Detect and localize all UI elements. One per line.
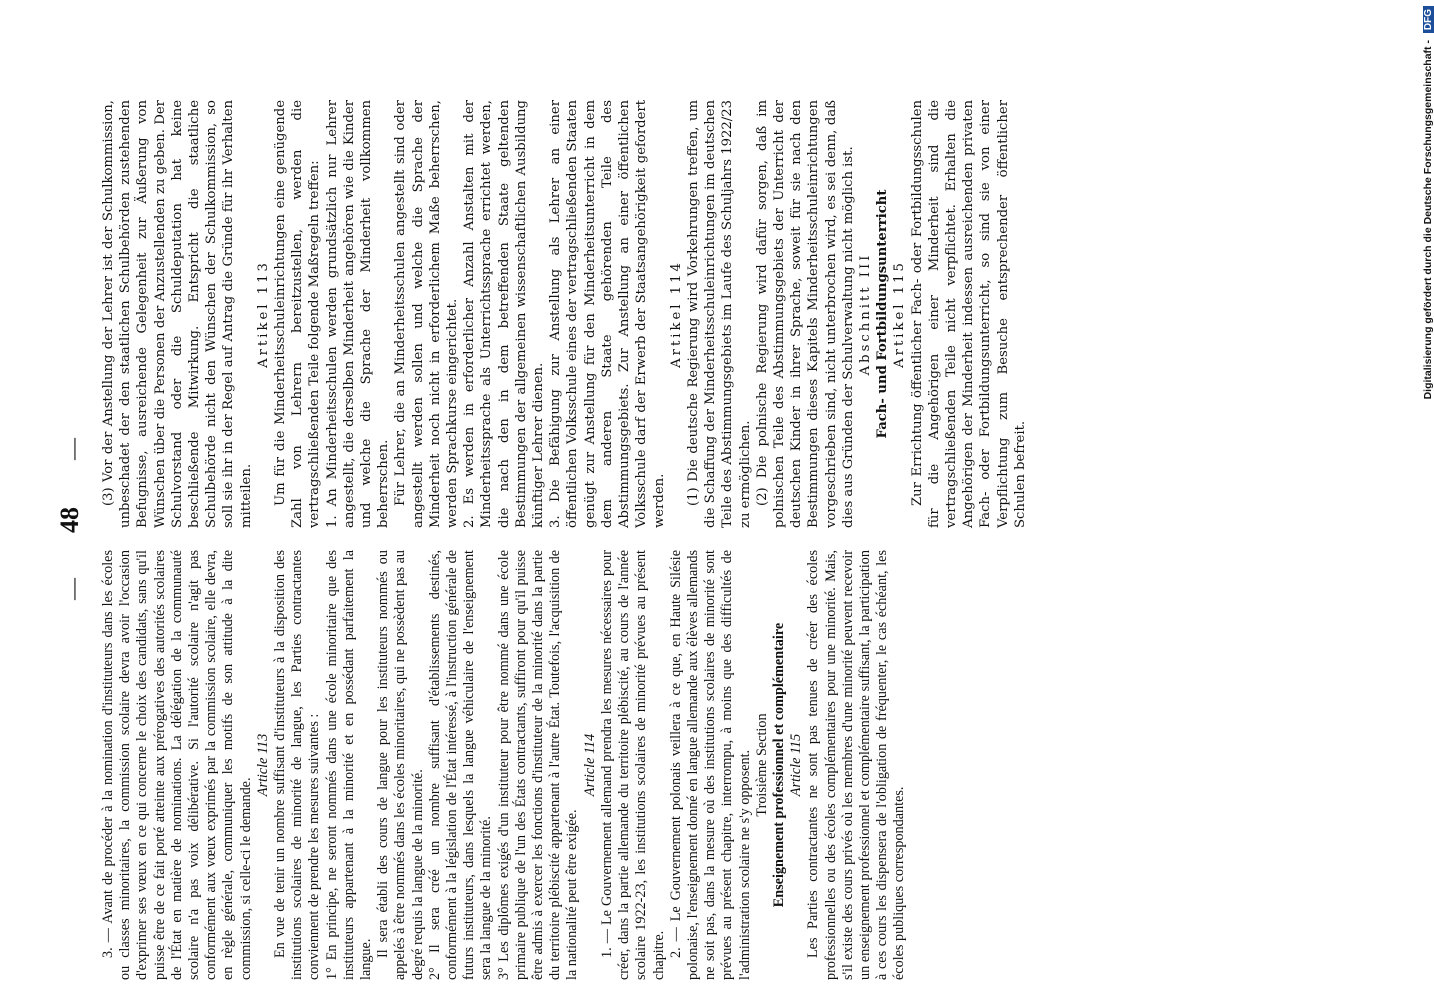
fr-item-1: 1° En principe, ne seront nommés dans une école minoritaire que des instituteurs appartenant à la minorité et en possédant parfaitement la langue. xyxy=(323,550,375,980)
fr-paragraph-3: 1. — Le Gouvernement allemand prendra les mesures nécessaires pour créer, dans la partie allemande du territoire plébiscité, au cours de l'année scolaire 1922-23, les institutions scolaires de minorité prévues au présent chapitre. xyxy=(598,550,667,980)
fr-paragraph-1: 3. — Avant de procéder à la nomination d'instituteurs dans les écoles ou classes minoritaires, la commission scolaire devra avoir l'occasion d'exprimer ses vœux en ce qui concerne le choix des candidats, sans qu'il puisse être de ce fait porté atteinte aux prérogatives des autorités scolaires de l'État en matière de nominations. La délégation de la communauté scolaire n'a pas voix délibérative. Si l'autorité scolaire n'agit pas conformément aux vœux exprimés par la commission scolaire, elle devra, en règle générale, communiquer les motifs de son attitude à la dite commission, si celle-ci le demande. xyxy=(100,550,254,980)
fr-article-114-heading: Article 114 xyxy=(581,733,598,797)
page-dash-left: — xyxy=(60,578,85,600)
french-column xyxy=(100,550,909,980)
de-item-2: 2. Es werden in erforderlicher Anzahl Anstalten mit der Minderheitssprache als Unterrichtssprache errichtet werden, die nach den in dem betreffenden Staate geltenden Bestimmungen der allgemeinen wissenschaftlichen Ausbildung künftiger Lehrer dienen. xyxy=(462,100,547,528)
de-item-1b: Für Lehrer, die an Minderheitsschulen angestellt sind oder angestellt werden sollen und welche die Sprache der Minderheit noch nicht in erforderlichem Maße beherrschen, werden Sprachkurse eingerichtet. xyxy=(393,100,461,528)
de-section-title: Fach- und Fortbildungsunterricht xyxy=(875,189,891,439)
fr-item-1b: Il sera établi des cours de langue pour les instituteurs nommés ou appelés à être nommés dans les écoles minoritaires, qui ne possèdent pas au degré requis la langue de la minorité. xyxy=(375,550,426,980)
fr-article-115-heading: Article 115 xyxy=(788,733,805,797)
german-column xyxy=(100,100,1029,528)
dfg-logo: DFG xyxy=(1423,6,1434,33)
fr-paragraph-4: 2. — Le Gouvernement polonais veillera à ce que, en Haute Silésie polonaise, l'enseignement donné en langue allemande aux élèves allemands ne soit pas, dans la mesure où des institutions scolaires de minorité sont prévues au présent chapitre, interrompu, à moins que des difficultés de l'administration scolaire ne s'y opposent. xyxy=(667,550,753,980)
fr-item-3: 3° Les diplômes exigés d'un instituteur pour être nommé dans une école primaire publique de l'un des États contractants, suffiront pour qu'il puisse être admis à exercer les fonctions d'instituteur de la minorité dans la partie du territoire plébiscité appartenant à l'autre État. Toutefois, l'acquisition de la nationalité peut être exigée. xyxy=(495,550,581,980)
fr-article-113-heading: Article 113 xyxy=(254,733,271,797)
fr-section-title: Enseignement professionnel et complémentaire xyxy=(770,622,787,908)
de-article-115-heading: Artikel 115 xyxy=(892,260,908,368)
de-paragraph-3: (1) Die deutsche Regierung wird Vorkehrungen treffen, um die Schaffung der Minderheitsschuleinrichtungen im deutschen Teile des Abstimmungsgebiets im Laufe des Schuljahrs 1922/23 zu ermöglichen. xyxy=(685,100,753,528)
digitization-sidebar xyxy=(1418,6,1434,986)
de-paragraph-1: (3) Vor der Anstellung der Lehrer ist der Schulkommission, unbeschadet der den staatlichen Schulbehörden zustehenden Befugnisse, ausreichende Gelegenheit zur Äußerung von Wünschen über die Personen der Anzustellenden zu geben. Der Schulvorstand oder die Schuldeputation hat keine beschließende Mitwirkung. Entspricht die staatliche Schulbehörde nicht den Wünschen der Schulkommission, so soll sie ihr in der Regel auf Antrag die Gründe für ihr Verhalten mitteilen. xyxy=(101,100,254,528)
fr-item-2: 2° Il sera créé un nombre suffisant d'établissements destinés, conformément à la législation de l'État intéressé, à l'instruction générale de futurs instituteurs, dans lesquels la langue véhiculaire de l'enseignement sera la langue de la minorité. xyxy=(426,550,495,980)
de-item-3: 3. Die Befähigung zur Anstellung als Lehrer an einer öffentlichen Volksschule eines der vertragschließenden Staaten genügt zur Anstellung für den Minderheitsunterricht in dem dem anderen Staate gehörenden Teile des Abstimmungsgebiets. Zur Anstellung an einer öffentlichen Volksschule darf der Erwerb der Staatsangehörigkeit gefordert werden. xyxy=(548,100,667,528)
de-article-114-heading: Artikel 114 xyxy=(668,260,684,368)
fr-section-heading: Troisième Section xyxy=(753,713,770,817)
de-paragraph-5: Zur Errichtung öffentlicher Fach- oder Fortbildungsschulen für die Angehörigen einer Minderheit sind die vertragschließenden Teile nicht verpflichtet. Erhalten die Angehörigen der Minderheit indessen ausreichenden privaten Fach- oder Fortbildungsunterricht, so sind sie von einer Verpflichtung zum Besuche entsprechender öffentlicher Schulen befreit. xyxy=(909,100,1028,528)
de-paragraph-2: Um für die Minderheitsschuleinrichtungen eine genügende Zahl von Lehrern bereitzustellen, werden die vertragschließenden Teile folgende Maßregeln treffen: xyxy=(273,100,323,528)
de-paragraph-4: (2) Die polnische Regierung wird dafür sorgen, daß im polnischen Teile des Abstimmungsgebiets der Unterricht der deutschen Kinder in ihrer Sprache, soweit für sie nach den Bestimmungen dieses Kapitels Minderheitsschuleinrichtungen vorgeschrieben sind, nicht unterbrochen wird, es sei denn, daß dies aus Gründen der Schulverwaltung nicht möglich ist. xyxy=(754,100,856,528)
digitization-note: Digitalisierung gefördert durch die Deutsche Forschungsgemeinschaft - xyxy=(1422,40,1434,400)
de-section-heading: Abschnitt III xyxy=(857,252,873,376)
rotated-page xyxy=(55,100,1320,980)
fr-paragraph-5: Les Parties contractantes ne sont pas tenues de créer des écoles professionnelles ou des écoles complémentaires pour une minorité. Mais, s'il existe des cours privés où les membres d'une minorité peuvent recevoir un enseignement professionnel et complémentaire suffisant, la participation à ces cours les dispensera de l'obligation de fréquenter, le cas échéant, les écoles publiques correspondantes. xyxy=(805,550,908,980)
de-article-113-heading: Artikel 113 xyxy=(255,260,271,368)
page-dash-right: — xyxy=(60,438,85,460)
fr-paragraph-2: En vue de tenir un nombre suffisant d'instituteurs à la disposition des institutions scolaires de minorité de langue, les Parties contractantes conviennent de prendre les mesures suivantes : xyxy=(272,550,323,980)
de-item-1: 1. An Minderheitsschulen werden grundsätzlich nur Lehrer angestellt, die derselben Minderheit angehören wie die Kinder und welche die Sprache der Minderheit vollkommen beherrschen. xyxy=(324,100,392,528)
page-number: 48 xyxy=(55,507,84,533)
